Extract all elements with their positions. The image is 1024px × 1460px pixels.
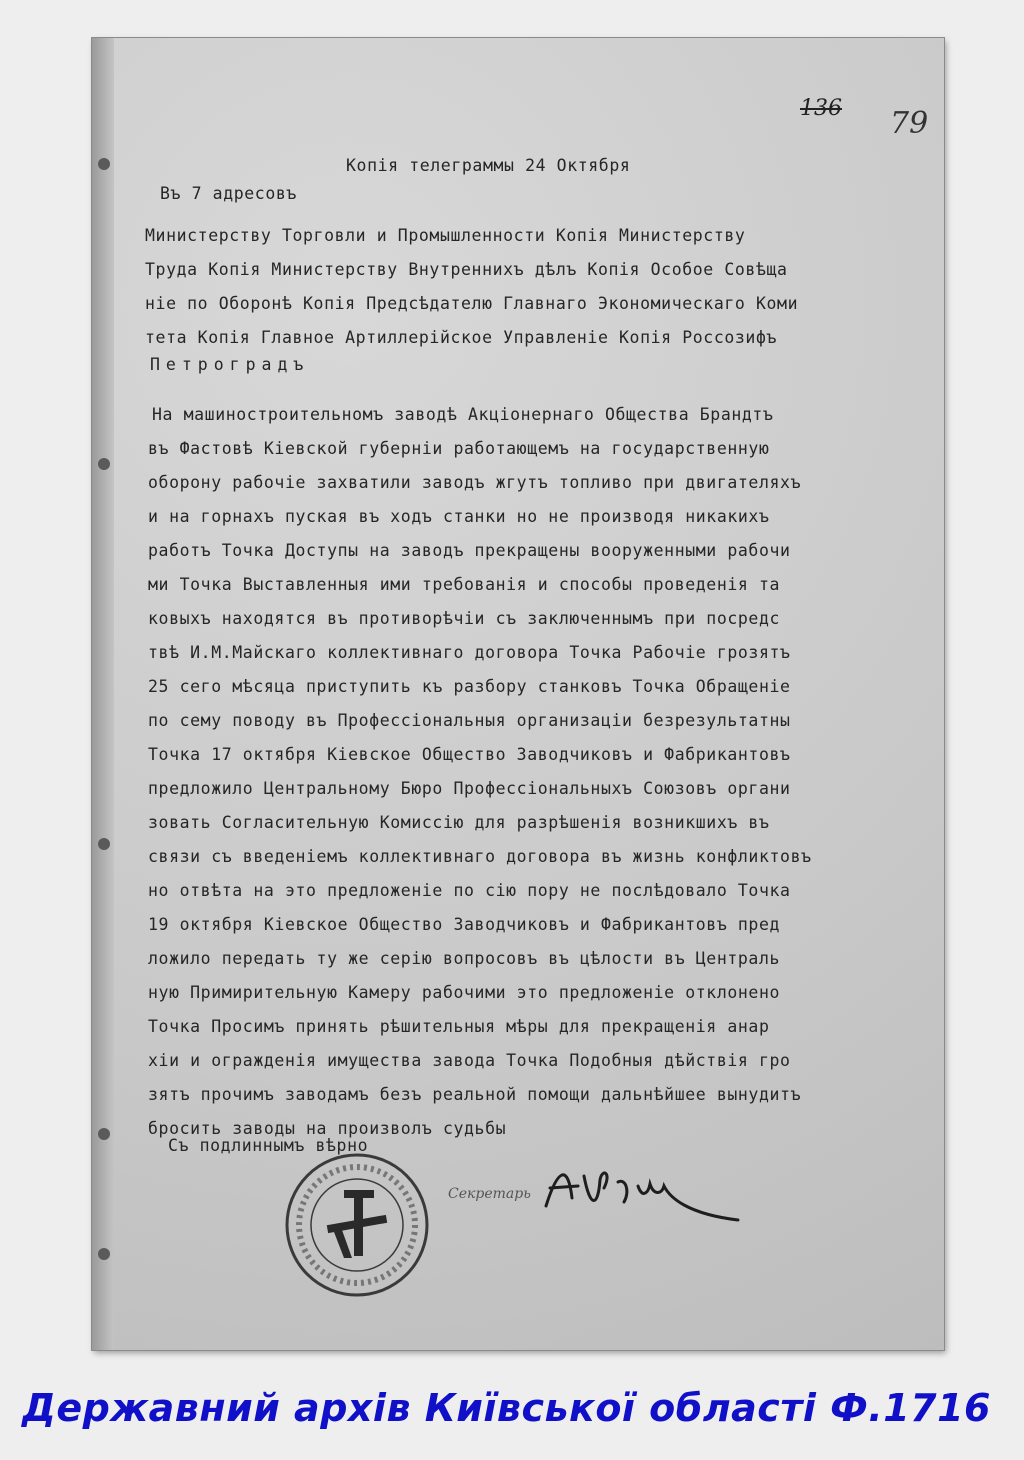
punch-hole [98, 158, 110, 170]
body-line: предложило Центральному Бюро Профессіональныхъ Союзовъ органи [148, 779, 791, 798]
city-line: Петроградъ [150, 355, 310, 374]
body-line: связи съ введеніемъ коллективнаго договора въ жизнь конфликтовъ [148, 847, 812, 866]
punch-hole [98, 838, 110, 850]
address-count: Въ 7 адресовъ [160, 184, 297, 203]
recipient-line: Министерству Торговли и Промышленности Копія Министерству [145, 226, 746, 245]
body-line: оборону рабочіе захватили заводъ жгутъ топливо при двигателяхъ [148, 473, 802, 492]
body-line: но отвѣта на это предложеніе по сію пору не послѣдовало Точка [148, 881, 791, 900]
recipient-line: тета Копія Главное Артиллерійское Управленіе Копія Россозифъ [145, 328, 778, 347]
body-line: по сему поводу въ Профессіональныя организаціи безрезультатны [148, 711, 791, 730]
sheet-binding-edge [92, 38, 114, 1350]
body-line: твѣ И.М.Майскаго коллективнаго договора Точка Рабочіе грозятъ [148, 643, 791, 662]
signatory-label: Секретарь [448, 1186, 531, 1202]
body-line: въ Фастовѣ Кіевской губерніи работающемъ на государственную [148, 439, 770, 458]
certification-line: Съ подлиннымъ вѣрно [168, 1136, 369, 1155]
round-seal-stamp [282, 1150, 432, 1300]
punch-hole [98, 1128, 110, 1140]
archive-caption: Державний архів Київської області Ф.1716 [22, 1386, 991, 1430]
body-line: 25 сего мѣсяца приступить къ разбору станковъ Точка Обращеніе [148, 677, 791, 696]
body-line: и на горнахъ пуская въ ходъ станки но не производя никакихъ [148, 507, 770, 526]
body-line: Точка Просимъ принять рѣшительныя мѣры для прекращенія анар [148, 1017, 770, 1036]
archive-page-number-new: 79 [890, 106, 929, 141]
body-line: ковыхъ находятся въ противорѣчіи съ заключеннымъ при посредс [148, 609, 781, 628]
recipient-line: ніе по Оборонѣ Копія Предсѣдателю Главнаго Экономическаго Коми [145, 294, 799, 313]
punch-hole [98, 458, 110, 470]
punch-hole [98, 1248, 110, 1260]
body-line: хіи и огражденія имущества завода Точка Подобныя дѣйствія гро [148, 1051, 791, 1070]
body-line: ми Точка Выставленныя ими требованія и способы проведенія та [148, 575, 781, 594]
body-line: На машиностроительномъ заводѣ Акціонернаго Общества Брандтъ [152, 405, 774, 424]
body-line: зовать Согласительную Комиссію для разрѣшенія возникшихъ въ [148, 813, 770, 832]
body-line: ную Примирительную Камеру рабочими это предложеніе отклонено [148, 983, 781, 1002]
body-line: зятъ прочимъ заводамъ безъ реальной помощи дальнѣйшее вынудитъ [148, 1085, 802, 1104]
body-line: ложило передать ту же серію вопросовъ въ цѣлости въ Централь [148, 949, 781, 968]
body-line: работъ Точка Доступы на заводъ прекращены вооруженными рабочи [148, 541, 791, 560]
body-line: 19 октября Кіевское Общество Заводчиковъ и Фабрикантовъ пред [148, 915, 781, 934]
telegram-title: Копія телеграммы 24 Октября [346, 156, 631, 175]
handwritten-signature [538, 1158, 748, 1228]
archive-page-number-old: 136 [800, 96, 842, 121]
body-line: Точка 17 октября Кіевское Общество Заводчиковъ и Фабрикантовъ [148, 745, 791, 764]
recipient-line: Труда Копія Министерству Внутреннихъ дѣлъ Копія Особое Совѣща [145, 260, 788, 279]
body-line: бросить заводы на произволъ судьбы [148, 1119, 507, 1138]
